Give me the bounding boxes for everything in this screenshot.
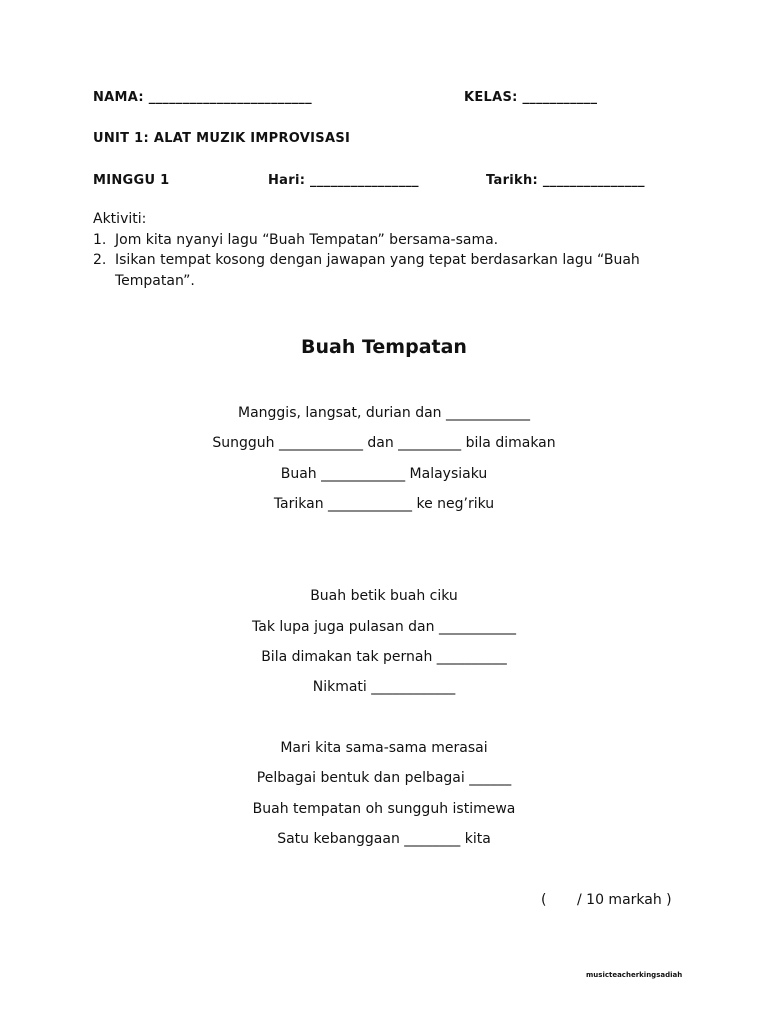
activity-item-2-continuation: Tempatan”.: [115, 273, 195, 289]
lyric-line: Bila dimakan tak pernah __________: [261, 649, 507, 665]
activity-heading: Aktiviti:: [93, 211, 147, 227]
minggu-label: MINGGU 1: [93, 173, 170, 188]
activity-item-text: Isikan tempat kosong dengan jawapan yang tepat berdasarkan lagu “Buah: [115, 252, 640, 268]
lyric-line: Nikmati ____________: [312, 679, 456, 695]
footer-credit: musicteacherkingsadiah: [586, 971, 683, 979]
lyric-line: Buah betik buah ciku: [310, 588, 458, 604]
lyric-line: Manggis, langsat, durian dan ____________: [238, 405, 530, 421]
hari-field-label: Hari: ________________: [268, 173, 419, 188]
unit-title: UNIT 1: ALAT MUZIK IMPROVISASI: [93, 131, 351, 146]
lyric-line: Mari kita sama-sama merasai: [280, 740, 488, 756]
activity-item-number: 1.: [93, 232, 107, 248]
lyric-line: Pelbagai bentuk dan pelbagai ______: [256, 770, 512, 786]
kelas-field-label: KELAS: ___________: [464, 90, 598, 105]
song-title: Buah Tempatan: [301, 336, 467, 358]
lyric-line: Buah ____________ Malaysiaku: [280, 466, 488, 482]
lyric-line: Tarikan ____________ ke neg’riku: [273, 496, 495, 512]
activity-item-1: [93, 232, 498, 248]
activity-item-text: Jom kita nyanyi lagu “Buah Tempatan” bersama-sama.: [115, 232, 499, 248]
tarikh-field-label: Tarikh: _______________: [486, 173, 645, 188]
nama-field-label: NAMA: ________________________: [93, 90, 312, 105]
score-open-paren: (: [541, 892, 547, 908]
lyric-line: Satu kebanggaan ________ kita: [277, 831, 491, 847]
activity-item-2: [93, 252, 675, 268]
score-total: / 10 markah ): [577, 892, 672, 908]
lyric-line: Buah tempatan oh sungguh istimewa: [252, 801, 516, 817]
activity-item-number: 2.: [93, 252, 107, 268]
lyric-line: Sungguh ____________ dan _________ bila dimakan: [212, 435, 556, 451]
lyric-line: Tak lupa juga pulasan dan ___________: [252, 619, 516, 635]
